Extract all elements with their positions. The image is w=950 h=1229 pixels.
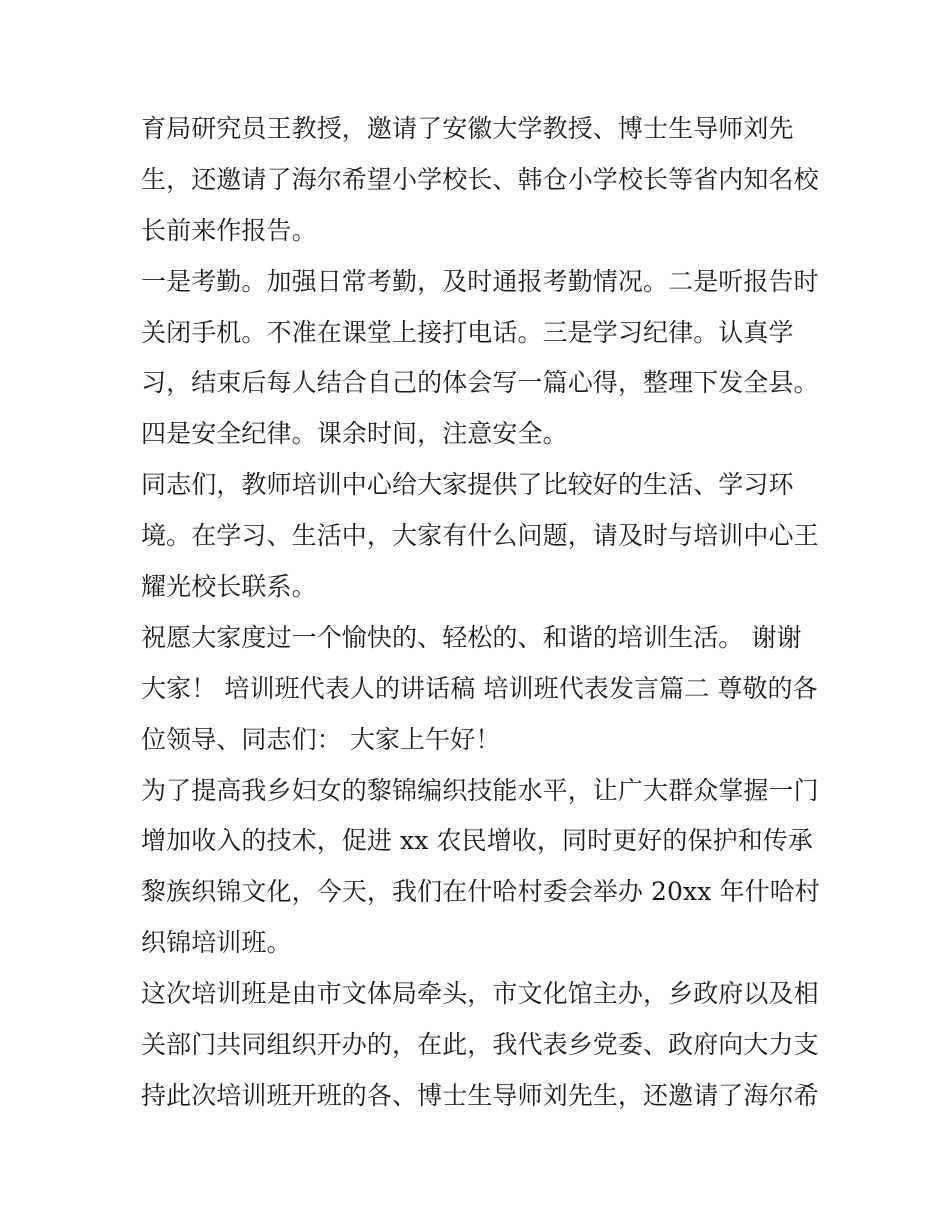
text-line: 为了提高我乡妇女的黎锦编织技能水平，让广大群众掌握一门 <box>141 775 819 805</box>
paragraph <box>141 460 821 613</box>
document-body <box>141 104 821 1122</box>
text-line: 织锦培训班。 <box>141 928 292 958</box>
text-line: 增加收入的技术，促进 xx 农民增收，同时更好的保护和传承 <box>141 826 813 856</box>
text-line: 关部门共同组织开办的，在此，我代表乡党委、政府向大力支 <box>141 1030 819 1060</box>
text-line: 位领导、同志们： 大家上午好！ <box>141 724 501 754</box>
text-line: 生，还邀请了海尔希望小学校长、韩仓小学校长等省内知名校 <box>141 164 819 194</box>
text-line: 黎族织锦文化，今天，我们在什哈村委会举办 20xx 年什哈村 <box>141 877 820 907</box>
text-line: 一是考勤。加强日常考勤，及时通报考勤情况。二是听报告时 <box>141 266 819 296</box>
paragraph <box>141 104 821 257</box>
text-line: 四是安全纪律。课余时间，注意安全。 <box>141 419 568 449</box>
text-line: 长前来作报告。 <box>141 215 317 245</box>
text-line: 同志们，教师培训中心给大家提供了比较好的生活、学习环 <box>141 470 794 500</box>
text-line: 耀光校长联系。 <box>141 572 317 602</box>
text-line: 育局研究员王教授，邀请了安徽大学教授、博士生导师刘先 <box>141 114 794 143</box>
text-line: 持此次培训班开班的各、博士生导师刘先生，还邀请了海尔希 <box>141 1080 819 1110</box>
text-line: 境。在学习、生活中，大家有什么问题，请及时与培训中心王 <box>141 521 819 551</box>
paragraph <box>141 257 821 461</box>
text-line: 这次培训班是由市文体局牵头，市文化馆主办，乡政府以及相 <box>141 979 819 1009</box>
paragraph <box>141 613 821 766</box>
text-line: 大家！ 培训班代表人的讲话稿 培训班代表发言篇二 尊敬的各 <box>141 673 818 703</box>
paragraph <box>141 766 821 970</box>
text-line: 习，结束后每人结合自己的体会写一篇心得，整理下发全县。 <box>141 368 819 398</box>
text-line: 祝愿大家度过一个愉快的、轻松的、和谐的培训生活。 谢谢 <box>141 622 802 652</box>
text-line: 关闭手机。不准在课堂上接打电话。三是学习纪律。认真学 <box>141 317 794 347</box>
paragraph <box>141 969 821 1122</box>
